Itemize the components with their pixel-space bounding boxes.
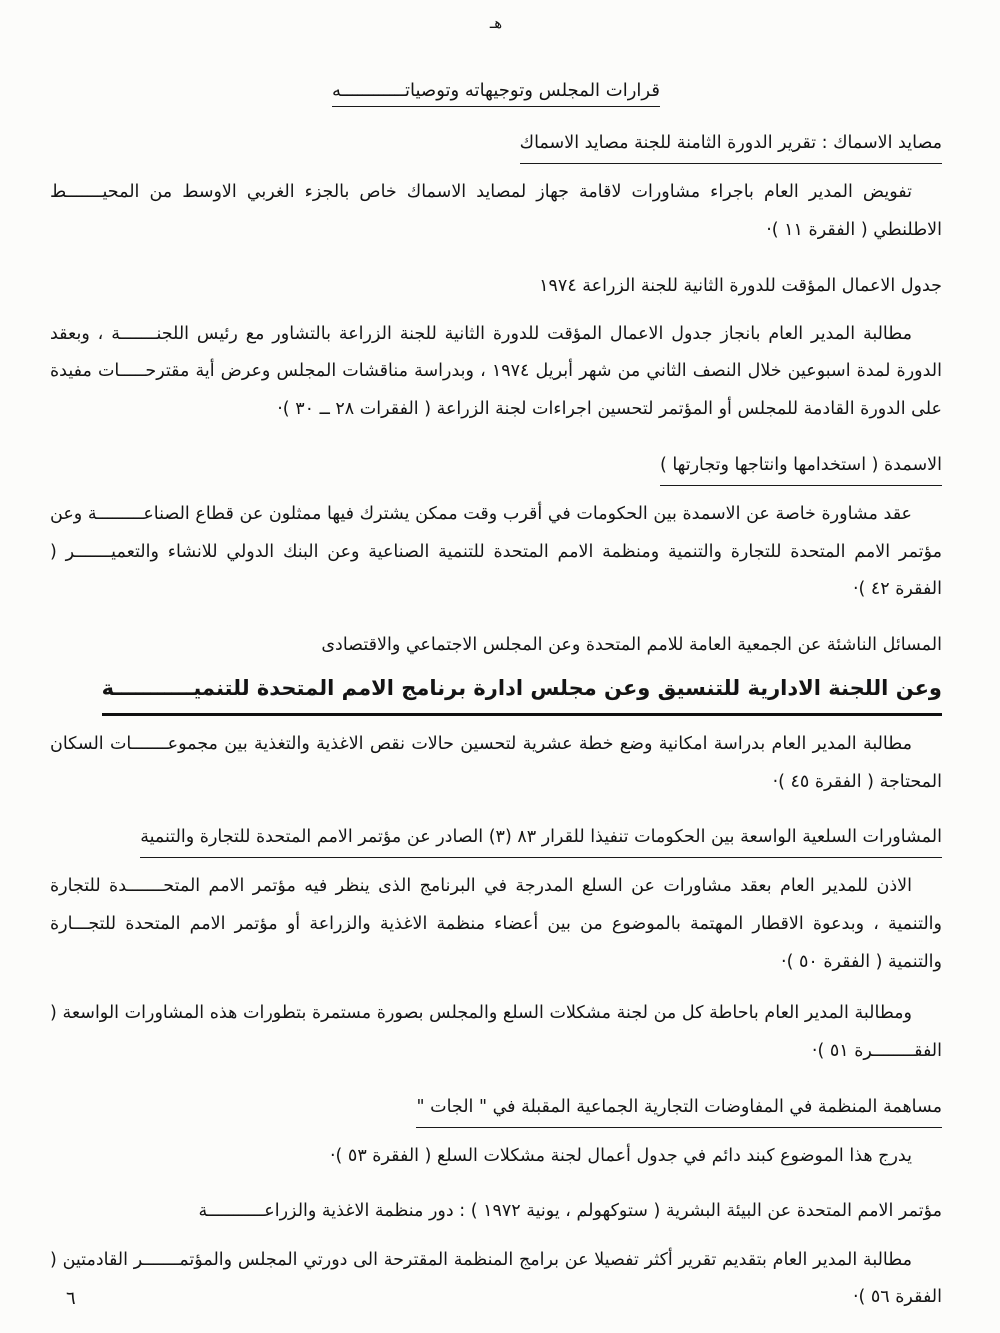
page-top-marker: هـ <box>489 14 503 32</box>
section-heading-gatt-negotiations-text: مساهمة المنظمة في المفاوضات التجارية الجماعية المقبلة في " الجات " <box>416 1091 942 1128</box>
title-container <box>50 80 942 107</box>
paragraph-commodity-authorization: الاذن للمدير العام بعقد مشاورات عن السلع المدرجة في البرنامج الذى ينظر فيه مؤتمر الامم المتحـــــــدة للتجارة والتنمية ، وبدعوة الاقطار المهتمة بالموضوع من بين أعضاء منظمة الاغذية والزراعة أو مؤتمر الامم المتحدة للتجـــارة والتنمية ( الفقرة ٥٠ )· <box>50 876 942 972</box>
paragraph-ten-year-plan: مطالبة المدير العام بدراسة امكانية وضع خطة عشرية لتحسين حالات نقص الاغذية والتغذية بين مجموعـــــــات السكان المحتاجة ( الفقرة ٤٥ )· <box>50 733 942 792</box>
paragraph-agenda-request: مطالبة المدير العام بانجاز جدول الاعمال المؤقت للدورة الثانية للجنة الزراعة بالتشاور مع رئيس اللجنـــــــة ، وبعقد الدورة لمدة اسبوعين خلال النصف الثاني من شهر أبريل ١٩٧٤ ، وبدراسة مناقشات المجلس وعرض أية مقترحـــــات مفيدة على الدورة القادمة للمجلس أو المؤتمر لتحسين اجراءات لجنة الزراعة ( الفقرات ٢٨ ــ ٣٠ )· <box>50 323 942 419</box>
section-heading-gatt-negotiations <box>50 1091 942 1128</box>
paragraph-environment-report: مطالبة المدير العام بتقديم تقرير أكثر تفصيلا عن برامج المنظمة المقترحة الى دورتي المجلس والمؤتمـــــــر القادمتين ( الفقرة ٥٦ )· <box>50 1249 942 1308</box>
paragraph-keep-informed: ومطالبة المدير العام باحاطة كل من لجنة مشكلات السلع والمجلس بصورة مستمرة بتطورات هذه المشاورات الواسعة ( الفقــــــــرة ٥١ )· <box>50 1003 942 1061</box>
paragraph-fisheries-authorization: تفويض المدير العام باجراء مشاورات لاقامة جهاز لمصايد الاسماك خاص بالجزء الغربي الاوسط من المحيـــــــط الاطلنطي ( الفقرة ١١ )· <box>50 182 942 240</box>
section-heading-un-matters-line1 <box>50 629 942 665</box>
paragraph-gatt-agenda-item: يدرج هذا الموضوع كبند دائم في جدول أعمال لجنة مشكلات السلع ( الفقرة ٥٣ )· <box>329 1145 912 1166</box>
section-heading-un-matters-line2-text: وعن اللجنة الادارية للتنسيق وعن مجلس ادارة برنامج الامم المتحدة للتنميـــــــــــة <box>102 669 942 716</box>
section-heading-fertilizers <box>50 449 942 486</box>
document-title: قرارات المجلس وتوجيهاته وتوصياتــــــــــــه <box>332 80 660 107</box>
section-heading-fisheries-text: مصايد الاسماك : تقرير الدورة الثامنة للجنة مصايد الاسماك <box>520 127 942 164</box>
page-number: ٦ <box>66 1288 76 1309</box>
section-heading-fisheries <box>50 127 942 164</box>
section-heading-commodity-consultations <box>50 821 942 858</box>
paragraph-fertilizer-consultation: عقد مشاورة خاصة عن الاسمدة بين الحكومات في أقرب وقت ممكن يشترك فيها ممثلون عن قطاع الصناعـــــــــة وعن مؤتمر الامم المتحدة للتجارة والتنمية ومنظمة الامم المتحدة للتنمية الصناعية وعن البنك الدولي للانشاء والتعميـــــــر ( الفقرة ٤٢ )· <box>50 503 942 600</box>
section-heading-un-matters-line1-text: المسائل الناشئة عن الجمعية العامة للامم المتحدة وعن المجلس الاجتماعي والاقتصادى <box>321 634 942 655</box>
section-heading-human-environment-text: مؤتمر الامم المتحدة عن البيئة البشرية ( ستوكهولم ، يونية ١٩٧٢ ) : دور منظمة الاغذية والزراعـــــــــــة <box>198 1201 942 1222</box>
section-heading-human-environment <box>50 1195 942 1231</box>
section-heading-fertilizers-text: الاسمدة ( استخدامها وانتاجها وتجارتها ) <box>660 449 942 486</box>
section-heading-commodity-consultations-text: المشاورات السلعية الواسعة بين الحكومات تنفيذا للقرار ٨٣ (٣) الصادر عن مؤتمر الامم المتحدة للتجارة والتنمية <box>140 821 942 858</box>
section-heading-agenda-1974-text: جدول الاعمال المؤقت للدورة الثانية للجنة الزراعة ١٩٧٤ <box>539 275 942 296</box>
section-heading-un-matters-line2 <box>50 669 942 716</box>
section-heading-agenda-1974 <box>50 270 942 306</box>
